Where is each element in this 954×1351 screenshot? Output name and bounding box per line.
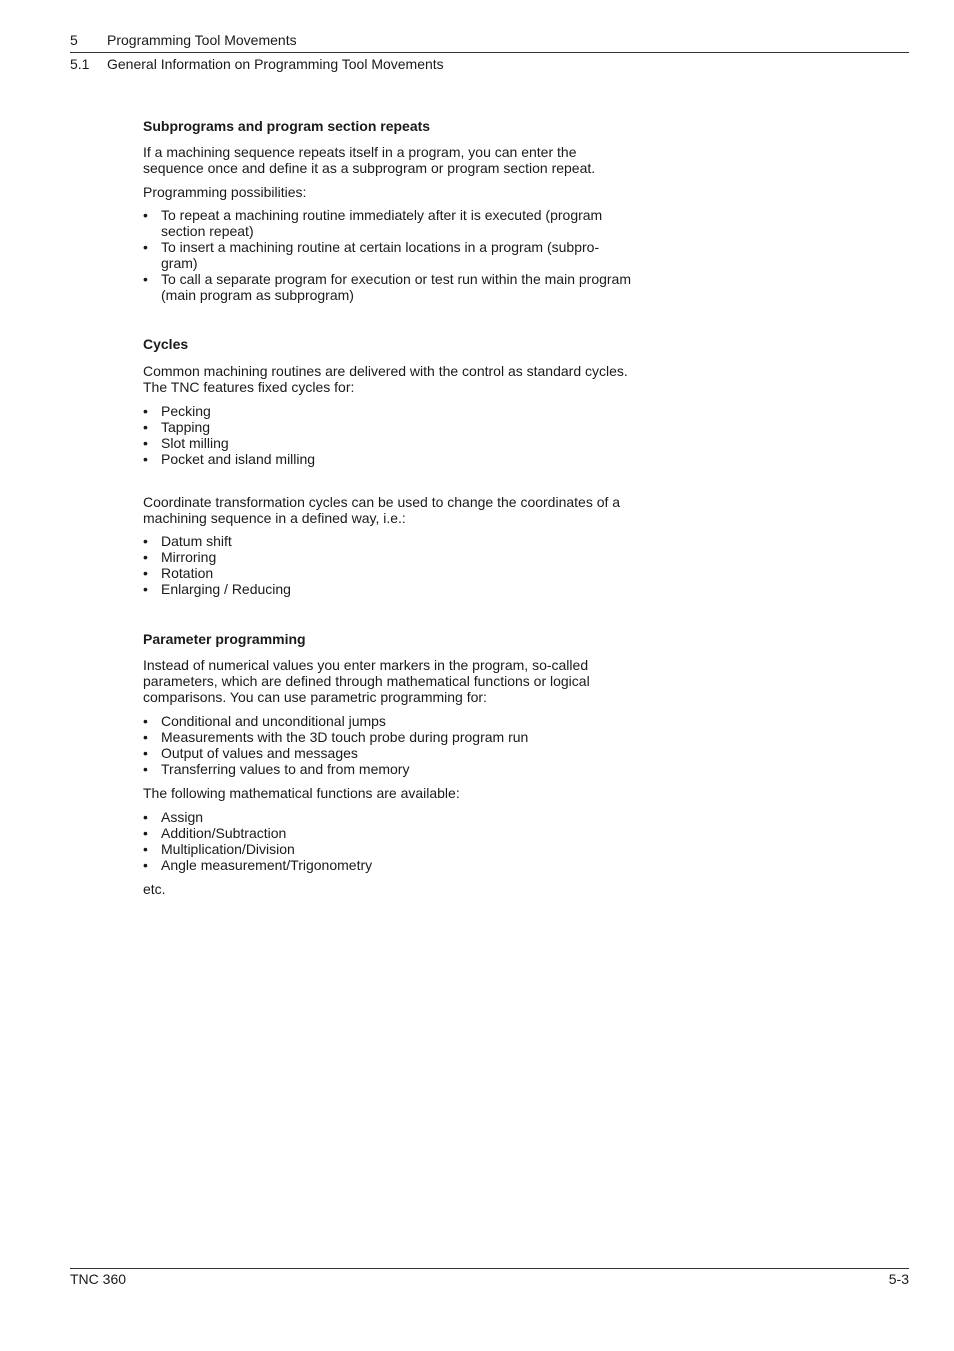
list-item: • Measurements with the 3D touch probe during program run [143,729,529,745]
section-number: 5.1 [70,56,90,72]
section-header [70,56,444,72]
bullet-icon: • [143,207,148,223]
chapter-number: 5 [70,32,78,48]
cycles-intro-block [143,363,633,395]
section-title: General Information on Programming Tool Movements [107,56,444,72]
parameters-intro: Instead of numerical values you enter markers in the program, so-called parameters, which are defined through mathematical functions or logical comparisons. You can use parametric programming for: [143,657,590,705]
bullet-icon: • [143,729,148,745]
cycles-intro2: Coordinate transformation cycles can be used to change the coordinates of a machining sequence in a defined way, i.e.: [143,494,621,526]
list-item: • Pocket and island milling [143,451,316,467]
list-item: • Rotation [143,565,214,581]
subprograms-heading: Subprograms and program section repeats [143,118,431,134]
bullet-icon: • [143,857,148,873]
bullet-icon: • [143,761,148,777]
bullet-icon: • [143,745,148,761]
parameters-list2-block [143,809,633,873]
list-item: • Angle measurement/Trigonometry [143,857,373,873]
bullet-icon: • [143,533,148,549]
bullet-icon: • [143,435,148,451]
subprograms-list-block [143,207,633,303]
subprograms-lead: Programming possibilities: [143,184,307,200]
parameters-list [143,713,633,777]
list-item: • Datum shift [143,533,232,549]
bullet-icon: • [143,841,148,857]
list-item: • Multiplication/Division [143,841,295,857]
cycles-list2-block [143,533,633,597]
subprograms-list [143,207,633,303]
list-item: • To call a separate program for execution or test run within the main program (main program as subprogram) [143,271,632,303]
subprograms-intro-block [143,144,633,176]
cycles-list [143,403,633,467]
bullet-icon: • [143,549,148,565]
parameters-lead2: The following mathematical functions are available: [143,785,460,801]
list-item: • Conditional and unconditional jumps [143,713,386,729]
cycles-heading: Cycles [143,336,189,352]
bullet-icon: • [143,239,148,255]
cycles-intro2-block [143,494,633,526]
cycles-heading-block [143,336,633,352]
math-functions-list [143,809,633,873]
parameters-closing-block [143,881,633,897]
parameters-intro-block [143,657,633,705]
parameters-closing: etc. [143,881,166,897]
footer-product: TNC 360 [70,1271,127,1287]
subprograms-intro: If a machining sequence repeats itself in a program, you can enter the sequence once and define it as a subprogram or program section repeat. [143,144,596,176]
list-item: • Tapping [143,419,211,435]
footer-divider [70,1268,909,1269]
list-item: • Pecking [143,403,211,419]
list-item: • Assign [143,809,204,825]
bullet-icon: • [143,713,148,729]
list-item: • To repeat a machining routine immediately after it is executed (program section repeat) [143,207,603,239]
coordinate-cycles-list [143,533,633,597]
page-number: 5-3 [888,1271,909,1287]
bullet-icon: • [143,271,148,287]
chapter-title: Programming Tool Movements [107,32,297,48]
bullet-icon: • [143,403,148,419]
subprograms-lead-block [143,184,633,200]
list-item: • Mirroring [143,549,217,565]
subprograms-section [143,118,633,134]
bullet-icon: • [143,419,148,435]
bullet-icon: • [143,581,148,597]
list-item: • Output of values and messages [143,745,358,761]
list-item: • Enlarging / Reducing [143,581,291,597]
list-item: • Addition/Subtraction [143,825,287,841]
header-divider [70,52,909,53]
bullet-icon: • [143,825,148,841]
bullet-icon: • [143,809,148,825]
list-item: • Transferring values to and from memory [143,761,410,777]
cycles-intro: Common machining routines are delivered with the control as standard cycles. The TNC features fixed cycles for: [143,363,628,395]
parameters-heading-block [143,631,633,647]
list-item: • To insert a machining routine at certain locations in a program (subpro-gram) [143,239,600,271]
cycles-list-block [143,403,633,467]
parameters-lead2-block [143,785,633,801]
chapter-header [70,32,297,48]
parameters-list-block [143,713,633,777]
bullet-icon: • [143,565,148,581]
parameters-heading: Parameter programming [143,631,306,647]
list-item: • Slot milling [143,435,229,451]
bullet-icon: • [143,451,148,467]
